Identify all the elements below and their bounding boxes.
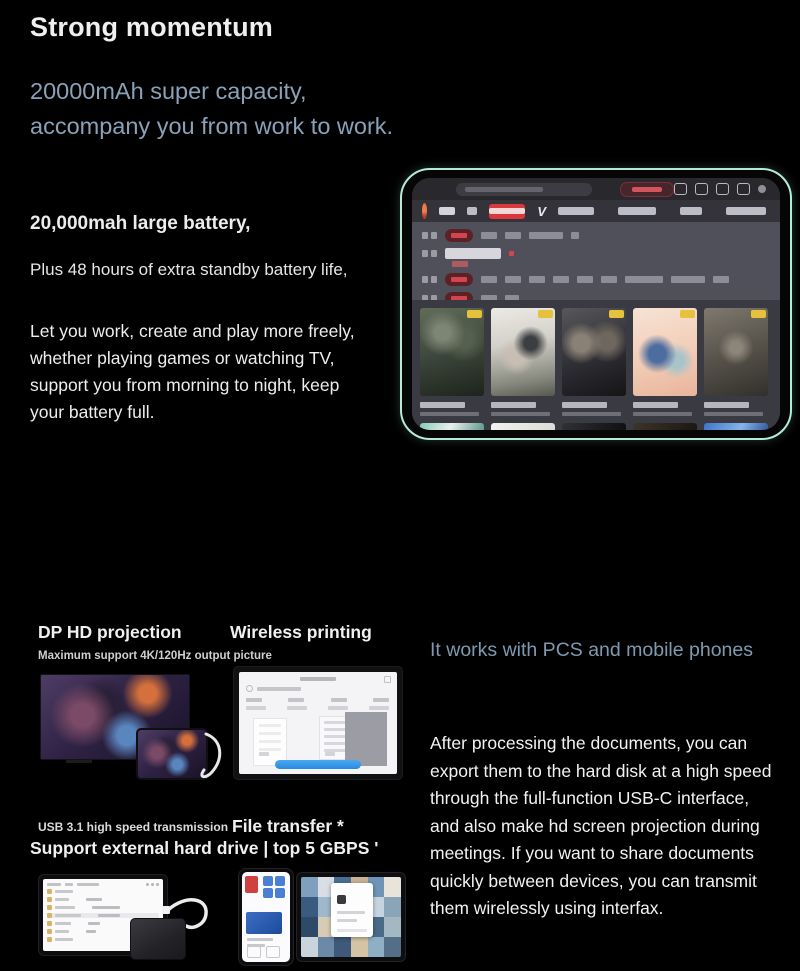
poster-subtitle-bar [633, 412, 692, 416]
gallery-photo-cell [301, 917, 318, 937]
poster-second-row [420, 423, 772, 430]
poster-card [420, 308, 484, 416]
phone-red-tile [245, 876, 258, 893]
gallery-tablet-mockup [296, 872, 406, 962]
print-values-row [246, 706, 389, 710]
phone-transfer-banner [246, 912, 282, 934]
external-hard-drive [130, 918, 186, 960]
tablet-navbar [412, 200, 780, 222]
share-file-icon [337, 895, 346, 904]
nav-tab-4 [618, 207, 656, 215]
toolbar-dots [146, 883, 159, 886]
filter-selected-pill [445, 229, 473, 242]
file-row [47, 897, 159, 902]
vip-badge [538, 310, 553, 318]
wireless-printing-title: Wireless printing [230, 622, 372, 642]
poster-grid [420, 308, 772, 416]
usb-connector [162, 906, 170, 914]
monitor-stand [66, 760, 92, 763]
nav-tab-5 [680, 207, 702, 215]
filter-label [422, 250, 437, 257]
phone-mockup [238, 868, 294, 966]
filter-option [577, 276, 593, 283]
cast-icon [716, 183, 729, 195]
share-dialog-line [337, 919, 357, 922]
phone-text-bar [247, 938, 273, 941]
poster-card [704, 308, 768, 416]
show-title-bar [445, 248, 501, 259]
poster-subtitle-bar [420, 412, 479, 416]
close-icon [384, 676, 391, 683]
page-preview-1 [253, 718, 287, 766]
download-icon [695, 183, 708, 195]
poster-strip [562, 423, 626, 430]
page-preview-3 [345, 712, 387, 766]
poster-subtitle-bar [491, 412, 550, 416]
page-title: Strong momentum [30, 12, 273, 42]
avatar [758, 185, 766, 193]
poster-strip [704, 423, 768, 430]
filter-selected-pill [445, 273, 473, 286]
phone-screen [242, 872, 290, 962]
app-logo-icon [422, 203, 427, 219]
printer-select-row [246, 685, 301, 692]
show-title-tick [509, 251, 514, 256]
filter-option [481, 276, 497, 283]
filter-row-title [422, 248, 770, 259]
tablet-topbar [412, 178, 780, 200]
poster-area [412, 300, 780, 430]
gallery-photo-cell [351, 937, 368, 957]
file-row [47, 889, 159, 894]
search-input [456, 183, 592, 196]
printer-name-bar [257, 687, 301, 691]
dp-projection-panel [30, 658, 220, 794]
nav-tab-active-label-bar [489, 208, 525, 214]
gallery-photo-cell [384, 937, 401, 957]
phone-action-tile [266, 946, 280, 958]
poster-subtitle-bar [562, 412, 621, 416]
nav-right-tabs [558, 207, 766, 215]
vip-badge [467, 310, 482, 318]
vip-badge [609, 310, 624, 318]
dp-cable [180, 718, 224, 788]
poster-strip [633, 423, 697, 430]
filter-option [529, 276, 545, 283]
filter-row-type [422, 229, 770, 242]
poster-image [633, 308, 697, 396]
capacity-subtitle-line2: accompany you from work to work. [30, 113, 394, 139]
poster-image [562, 308, 626, 396]
gallery-photo-cell [318, 937, 335, 957]
filter-option [713, 276, 729, 283]
history-icon [674, 183, 687, 195]
filter-row-region [422, 273, 770, 286]
nav-v-logo: V [537, 203, 546, 219]
gallery-photo-cell [301, 897, 318, 917]
file-manager-toolbar [47, 883, 159, 886]
poster-image [491, 308, 555, 396]
filter-option [553, 276, 569, 283]
vip-badge [680, 310, 695, 318]
poster-card [562, 308, 626, 416]
print-button [275, 760, 361, 769]
nav-tab-2 [467, 207, 477, 215]
poster-title-bar [491, 402, 536, 408]
filter-panel [412, 222, 780, 300]
wireless-printing-panel [233, 666, 403, 780]
filter-option [625, 276, 663, 283]
settings-icon [737, 183, 750, 195]
filter-option [481, 232, 497, 239]
filter-label [422, 276, 437, 283]
usb-transmission-label: USB 3.1 high speed transmission [38, 820, 229, 834]
poster-strip [491, 423, 555, 430]
battery-standby-line: Plus 48 hours of extra standby battery life, [30, 260, 348, 279]
printer-icon [246, 685, 253, 692]
tablet-mockup [400, 168, 792, 440]
vip-button [620, 182, 674, 197]
gallery-photo-cell [368, 937, 385, 957]
nav-tab-6 [726, 207, 766, 215]
file-transfer-title: File transfer * [232, 816, 344, 836]
gallery-photo-cell [384, 917, 401, 937]
poster-title-bar [704, 402, 749, 408]
hard-drive-panel [30, 870, 215, 965]
show-subtitle-bar [452, 261, 468, 267]
poster-image [704, 308, 768, 396]
nav-tab-1 [439, 207, 455, 215]
gallery-photo-cell [301, 937, 318, 957]
vip-label-bar [632, 187, 662, 192]
connectivity-heading: It works with PCS and mobile phones [430, 639, 753, 661]
battery-paragraph: Let you work, create and play more freely, whether playing games or watching TV, support you from morning to night, keep your battery full. [30, 321, 355, 422]
file-row [47, 905, 159, 910]
filter-option [529, 232, 563, 239]
share-dialog [331, 883, 373, 937]
tablet-screen [412, 178, 780, 430]
filter-row-subtitle [422, 261, 770, 267]
nav-tab-active [489, 204, 525, 219]
print-dialog-screen [239, 672, 397, 774]
poster-card [633, 308, 697, 416]
filter-label [422, 232, 437, 239]
phone-action-tile [247, 946, 261, 958]
gallery-photo-cell [384, 877, 401, 897]
poster-title-bar [420, 402, 465, 408]
preview-footer-bar [325, 752, 335, 756]
dp-projection-title: DP HD projection [38, 622, 182, 642]
gallery-photo-cell [334, 937, 351, 957]
nav-tab-3 [558, 207, 594, 215]
topbar-icon-group [674, 183, 766, 195]
poster-title-bar [562, 402, 607, 408]
filter-option [571, 232, 579, 239]
filter-option [601, 276, 617, 283]
poster-strip [420, 423, 484, 430]
print-dialog-title-bar [300, 677, 336, 681]
dp-projection-subtitle: Maximum support 4K/120Hz output picture [38, 650, 272, 662]
filter-option [671, 276, 705, 283]
gallery-photo-cell [301, 877, 318, 897]
filter-option [505, 232, 521, 239]
battery-headline: 20,000mah large battery, [30, 213, 251, 234]
gallery-photo-cell [384, 897, 401, 917]
capacity-subtitle-line1: 20000mAh super capacity, [30, 78, 307, 104]
vip-badge [751, 310, 766, 318]
capacity-subtitle [30, 74, 393, 144]
print-options-row [246, 698, 389, 702]
poster-card [491, 308, 555, 416]
search-placeholder-bar [465, 187, 543, 192]
poster-title-bar [633, 402, 678, 408]
preview-footer-bar [259, 752, 269, 756]
share-dialog-line [337, 911, 365, 914]
share-dialog-line [337, 929, 367, 932]
poster-image [420, 308, 484, 396]
poster-subtitle-bar [704, 412, 763, 416]
hard-drive-support-line: Support external hard drive | top 5 GBPS ' [30, 838, 379, 858]
filter-option [505, 276, 521, 283]
connectivity-paragraph: After processing the documents, you can export them to the hard disk at a high speed through the full-function USB-C interface, and also make hd screen projection during meetings. If you want to share documents quickly between devices, you can transmit them wirelessly using interfax. [430, 733, 772, 918]
phone-app-tiles [263, 876, 287, 898]
